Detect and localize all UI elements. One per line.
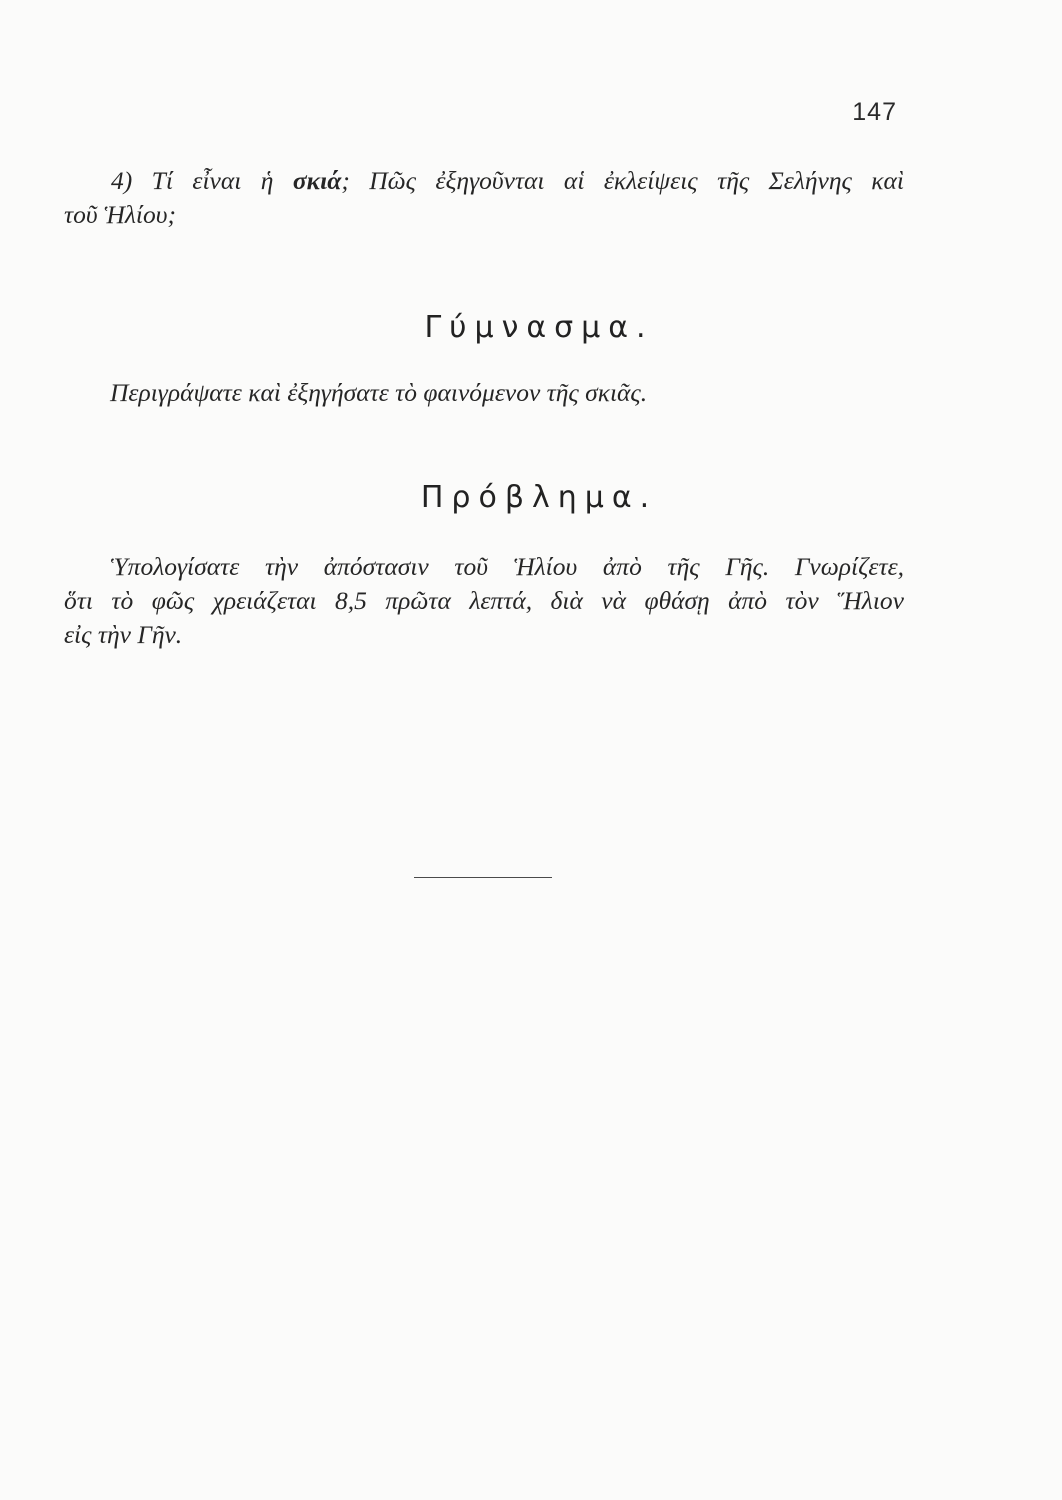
problem-block — [64, 550, 904, 652]
question-line-1 — [64, 164, 904, 198]
question-line-1-rest: ; Πῶς ἐξηγοῦνται αἱ ἐκλείψεις τῆς Σελήνης καὶ — [341, 166, 904, 195]
question-block — [64, 164, 904, 232]
problem-line-2: ὅτι τὸ φῶς χρειάζεται 8,5 πρῶτα λεπτά, διὰ νὰ φθάσῃ ἀπὸ τὸν Ἥλιον — [64, 586, 904, 615]
section-divider — [414, 877, 552, 878]
question-term: σκιά — [292, 166, 342, 195]
problem-line-1: Ὑπολογίσατε τὴν ἀπόστασιν τοῦ Ἡλίου ἀπὸ τῆς Γῆς. Γνωρίζετε, — [111, 552, 904, 581]
problem-heading: Πρόβλημα. — [420, 480, 658, 515]
exercise-heading: Γύμνασμα. — [424, 310, 654, 345]
problem-line-3: εἰς τὴν Γῆν. — [64, 620, 183, 649]
question-prefix: 4) Τί εἶναι ἡ — [111, 166, 293, 195]
exercise-text: Περιγράψατε καὶ ἐξηγήσατε τὸ φαινόμενον τῆς σκιᾶς. — [110, 378, 648, 407]
page-number: 147 — [852, 98, 897, 126]
question-line-2: τοῦ Ἡλίου; — [64, 200, 176, 229]
